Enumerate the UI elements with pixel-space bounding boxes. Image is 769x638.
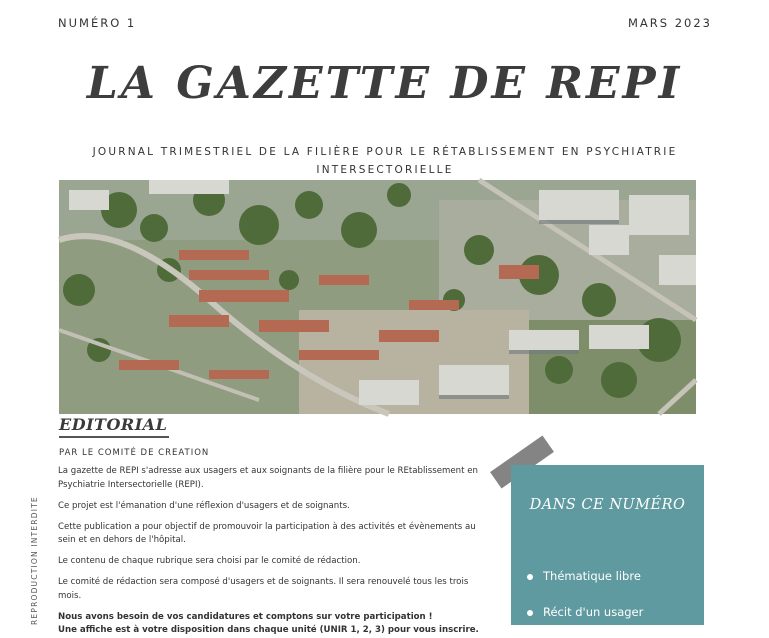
contents-item — [527, 594, 643, 630]
bullet-icon — [527, 610, 533, 616]
editorial-paragraph: Le contenu de chaque rubrique sera choisi par le comité de rédaction. — [58, 556, 361, 566]
editorial-byline: PAR LE COMITÉ DE CREATION — [59, 448, 210, 458]
editorial-underline — [59, 436, 169, 438]
contents-item-label: Thématique libre — [543, 569, 641, 583]
editorial-paragraph: La gazette de REPI s'adresse aux usagers et aux soignants de la filière pour le REtablissement en Psychiatrie Intersectorielle (REPI). — [58, 466, 478, 490]
issue-date: MARS 2023 — [627, 16, 712, 30]
aerial-hospital-photo — [59, 180, 696, 414]
contents-item — [527, 558, 643, 594]
bullet-icon — [527, 574, 533, 580]
editorial-heading: EDITORIAL — [59, 415, 168, 434]
editorial-body — [58, 465, 488, 638]
gazette-subtitle: JOURNAL TRIMESTRIEL DE LA FILIÈRE POUR LE RÉTABLISSEMENT EN PSYCHIATRIE INTERSECTORIELLE — [92, 146, 678, 176]
aerial-photo-illustration — [59, 180, 696, 414]
issue-number: NUMÉRO 1 — [58, 16, 137, 30]
editorial-paragraph: Ce projet est l'émanation d'une réflexion d'usagers et de soignants. — [58, 500, 350, 511]
reproduction-notice: REPRODUCTION INTERDITE — [30, 496, 39, 625]
contents-heading: DANS CE NUMÉRO — [529, 497, 686, 513]
editorial-call-to-action: Une affiche est à votre disposition dans chaque unité (UNIR 1, 2, 3) pour vous inscrire. — [58, 625, 479, 635]
editorial-paragraph: Le comité de rédaction sera composé d'usagers et de soignants. Il sera renouvelé tous les trois mois. — [58, 577, 469, 601]
gazette-title: LA GAZETTE DE REPI — [86, 58, 683, 109]
contents-item-label: Récit d'un usager — [543, 605, 644, 619]
editorial-paragraph: Cette publication a pour objectif de promouvoir la participation à des activités et évènements au sein et en dehors de l'hôpital. — [58, 521, 476, 545]
contents-list — [527, 558, 643, 630]
editorial-call-to-action: Nous avons besoin de vos candidatures et comptons sur votre participation ! — [58, 611, 433, 622]
contents-box — [511, 465, 704, 625]
